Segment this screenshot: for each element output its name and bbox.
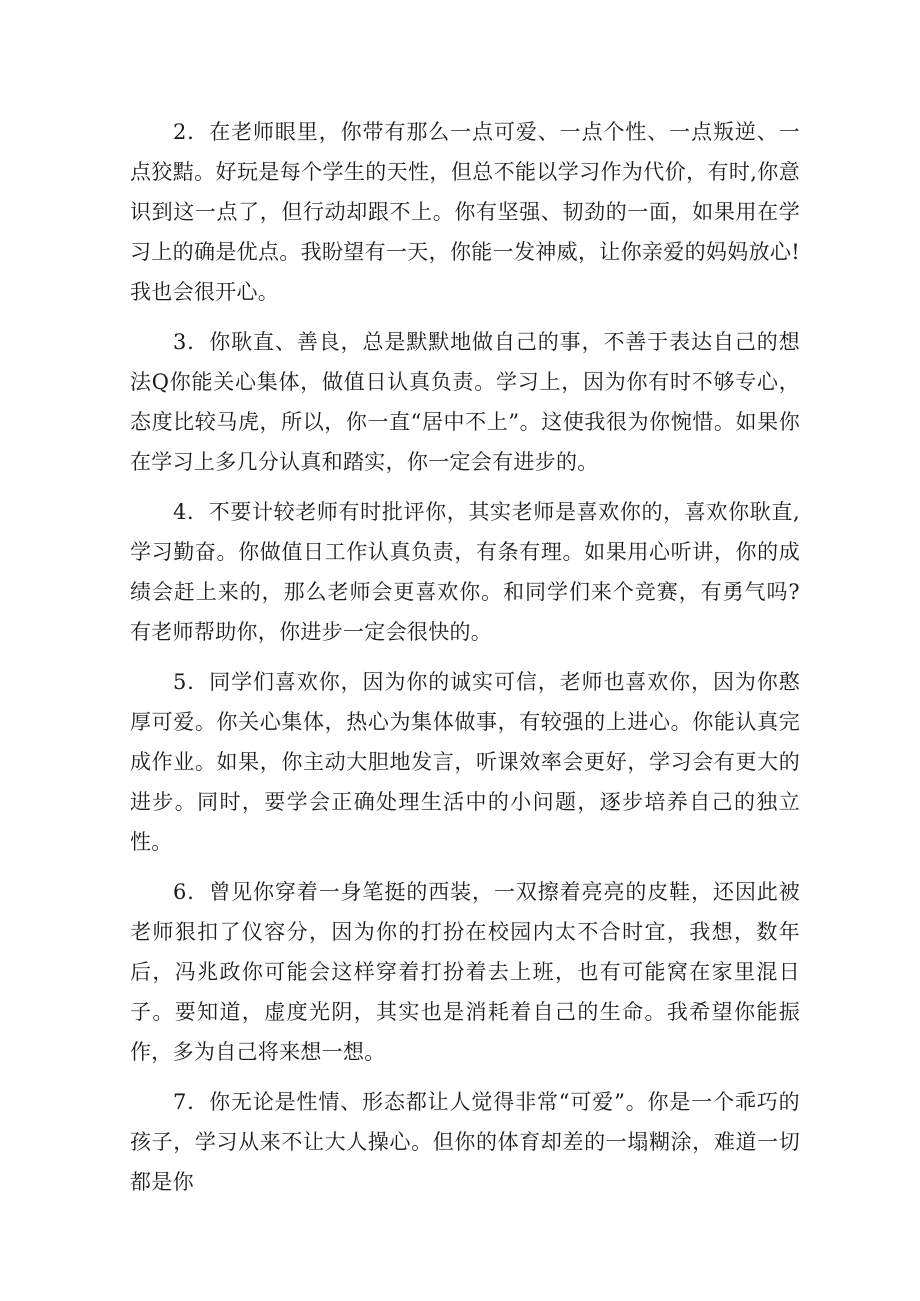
comment-paragraph-3: 3．你耿直、善良，总是默默地做自己的事，不善于表达自己的想法Q你能关心集体，做值日认真负责。学习上，因为你有时不够专心，态度比较马虎，所以，你一直“居中不上”。这使我很为你惋惜。如果你在学习上多几分认真和踏实，你一定会有进步的。 [130, 330, 800, 474]
document-body [130, 112, 800, 1212]
comment-paragraph-4: 4．不要计较老师有时批评你，其实老师是喜欢你的，喜欢你耿直,学习勤奋。你做值日工作认真负责，有条有理。如果用心听讲，你的成绩会赶上来的，那么老师会更喜欢你。和同学们来个竞赛，有勇气吗?有老师帮助你，你进步一定会很快的。 [130, 500, 800, 644]
comment-paragraph-6: 6．曾见你穿着一身笔挺的西装，一双擦着亮亮的皮鞋，还因此被老师狠扣了仪容分，因为你的打扮在校园内太不合时宜，我想，数年后，冯兆政你可能会这样穿着打扮着去上班，也有可能窝在家里混日子。要知道，虚度光阴，其实也是消耗着自己的生命。我希望你能振作，多为自己将来想一想。 [130, 880, 800, 1064]
comment-paragraph-7: 7．你无论是性情、形态都让人觉得非常“可爱”。你是一个乖巧的孩子，学习从来不让大人操心。但你的体育却差的一塌糊涂，难道一切都是你 [130, 1090, 800, 1194]
comment-paragraph-5: 5．同学们喜欢你，因为你的诚实可信，老师也喜欢你，因为你憨厚可爱。你关心集体，热心为集体做事，有较强的上进心。你能认真完成作业。如果，你主动大胆地发言，听课效率会更好，学习会有更大的进步。同时，要学会正确处理生活中的小问题，逐步培养自己的独立性。 [130, 670, 800, 854]
comment-paragraph-2: 2．在老师眼里，你带有那么一点可爱、一点个性、一点叛逆、一点狡黠。好玩是每个学生的天性，但总不能以学习作为代价，有时,你意识到这一点了，但行动却跟不上。你有坚强、韧劲的一面，如果用在学习上的确是优点。我盼望有一天，你能一发神威，让你亲爱的妈妈放心!我也会很开心。 [130, 120, 800, 304]
